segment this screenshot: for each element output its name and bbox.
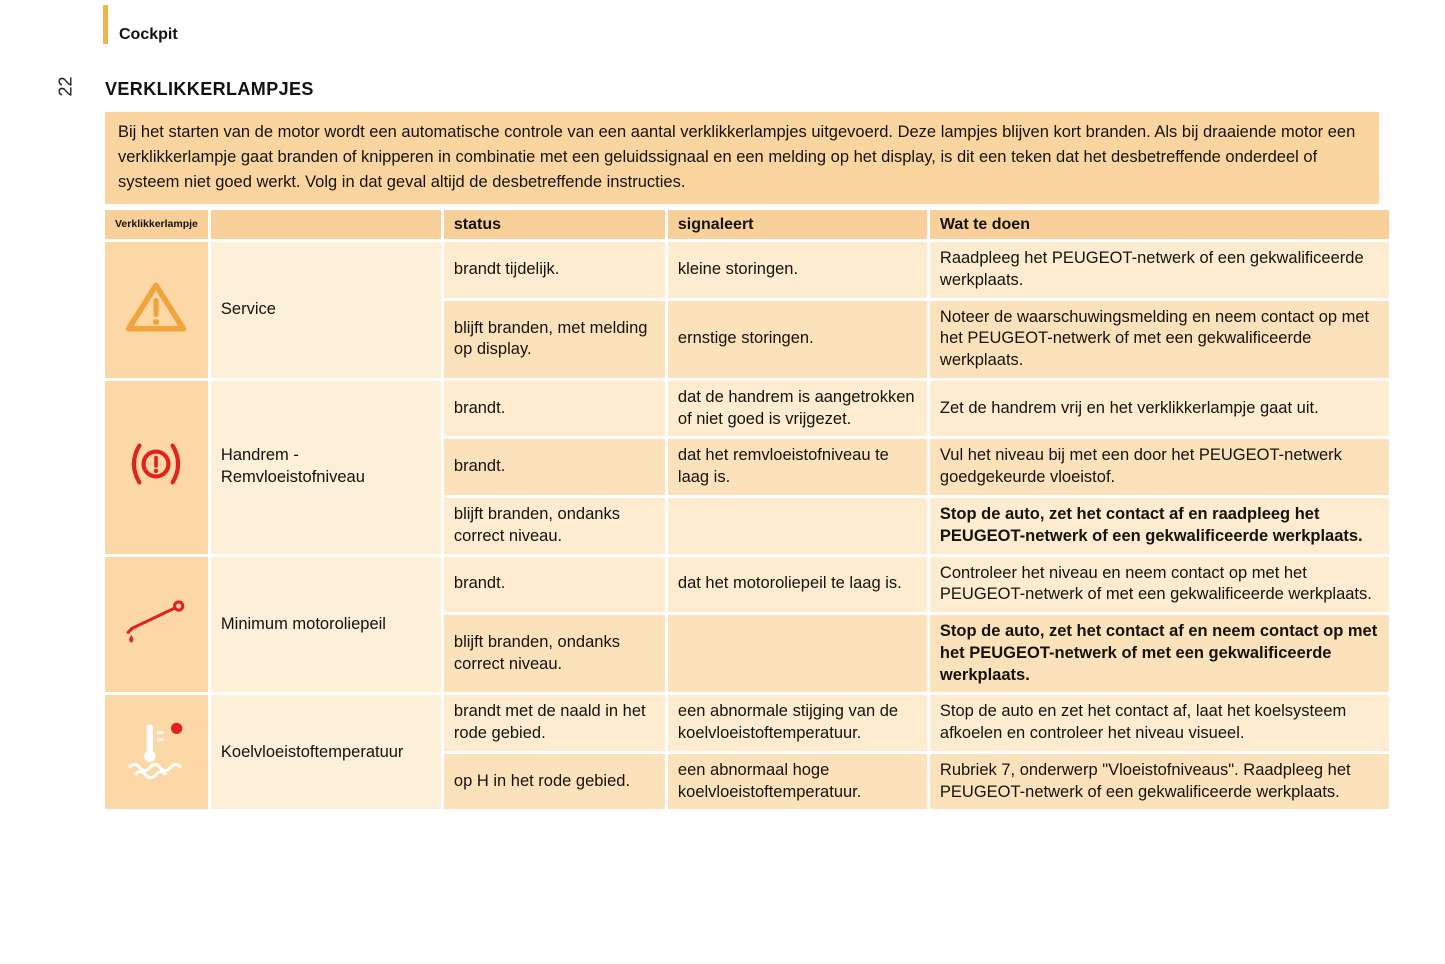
action-cell: Noteer de waarschuwingsmelding en neem contact op met het PEUGEOT-netwerk of met een gekwalificeerde werkplaats.: [930, 301, 1389, 378]
status-cell: blijft branden, ondanks correct niveau.: [444, 498, 665, 554]
page-title: VERKLIKKERLAMPJES: [105, 79, 314, 99]
header-wat-te-doen: Wat te doen: [930, 210, 1389, 239]
coolant-icon-cell: [105, 695, 208, 809]
status-cell: brandt met de naald in het rode gebied.: [444, 695, 665, 751]
warning-lights-table: [102, 207, 1392, 812]
lamp-name: Minimum motoroliepeil: [211, 557, 441, 693]
intro-paragraph: Bij het starten van de motor wordt een automatische controle van een aantal verklikkerlampjes uitgevoerd. Deze lampjes blijven kort branden. Als bij draaiende motor een verklikkerlampje gaat branden of knipperen in combinatie met een geluidssignaal en een melding op het display, is dit een teken dat het desbetreffende onderdeel of systeem niet goed werkt. Volg in dat geval altijd de desbetreffende instructies.: [105, 112, 1379, 204]
table-row: [105, 557, 1389, 613]
section-accent-bar: [103, 5, 108, 44]
service-icon-cell: [105, 242, 208, 378]
lamp-name: Koelvloeistoftemperatuur: [211, 695, 441, 809]
action-cell: Stop de auto, zet het contact af en neem contact op met het PEUGEOT-netwerk of met een gekwalificeerde werkplaats.: [930, 615, 1389, 692]
header-verklikkerlampje: Verklikkerlampje: [105, 210, 208, 239]
action-cell: Raadpleeg het PEUGEOT-netwerk of een gekwalificeerde werkplaats.: [930, 242, 1389, 298]
table-header-row: [105, 210, 1389, 239]
signals-cell: [668, 498, 927, 554]
signals-cell: dat de handrem is aangetrokken of niet goed is vrijgezet.: [668, 381, 927, 437]
lamp-name: Handrem - Remvloeistofniveau: [211, 381, 441, 554]
action-cell: Controleer het niveau en neem contact op met het PEUGEOT-netwerk of met een gekwalificeerde werkplaats.: [930, 557, 1389, 613]
table-row: [105, 695, 1389, 751]
status-cell: brandt.: [444, 439, 665, 495]
signals-cell: [668, 615, 927, 692]
table-row: [105, 242, 1389, 298]
status-cell: brandt tijdelijk.: [444, 242, 665, 298]
signals-cell: een abnormale stijging van de koelvloeistoftemperatuur.: [668, 695, 927, 751]
oil-level-icon: [123, 596, 189, 646]
oil-icon-cell: [105, 557, 208, 693]
signals-cell: een abnormaal hoge koelvloeistoftemperatuur.: [668, 754, 927, 810]
status-cell: brandt.: [444, 381, 665, 437]
section-label: Cockpit: [119, 26, 178, 43]
status-cell: blijft branden, met melding op display.: [444, 301, 665, 378]
signals-cell: kleine storingen.: [668, 242, 927, 298]
action-cell: Stop de auto en zet het contact af, laat het koelsysteem afkoelen en controleer het niveau visueel.: [930, 695, 1389, 751]
header-signaleert: signaleert: [668, 210, 927, 239]
action-cell: Stop de auto, zet het contact af en raadpleeg het PEUGEOT-netwerk of een gekwalificeerde werkplaats.: [930, 498, 1389, 554]
status-cell: op H in het rode gebied.: [444, 754, 665, 810]
action-cell: Rubriek 7, onderwerp "Vloeistofniveaus". Raadpleeg het PEUGEOT-netwerk of een gekwalificeerde werkplaats.: [930, 754, 1389, 810]
action-cell: Vul het niveau bij met een door het PEUGEOT-netwerk goedgekeurde vloeistof.: [930, 439, 1389, 495]
signals-cell: ernstige storingen.: [668, 301, 927, 378]
status-cell: blijft branden, ondanks correct niveau.: [444, 615, 665, 692]
page-number: 22: [55, 76, 76, 97]
coolant-temperature-icon: [123, 719, 189, 779]
status-cell: brandt.: [444, 557, 665, 613]
lamp-name: Service: [211, 242, 441, 378]
signals-cell: dat het motoroliepeil te laag is.: [668, 557, 927, 613]
action-cell: Zet de handrem vrij en het verklikkerlampje gaat uit.: [930, 381, 1389, 437]
handbrake-warning-icon: [121, 440, 191, 488]
header-empty: [211, 210, 441, 239]
signals-cell: dat het remvloeistofniveau te laag is.: [668, 439, 927, 495]
warning-triangle-icon: [124, 279, 188, 335]
table-row: [105, 381, 1389, 437]
header-status: status: [444, 210, 665, 239]
handbrake-icon-cell: [105, 381, 208, 554]
